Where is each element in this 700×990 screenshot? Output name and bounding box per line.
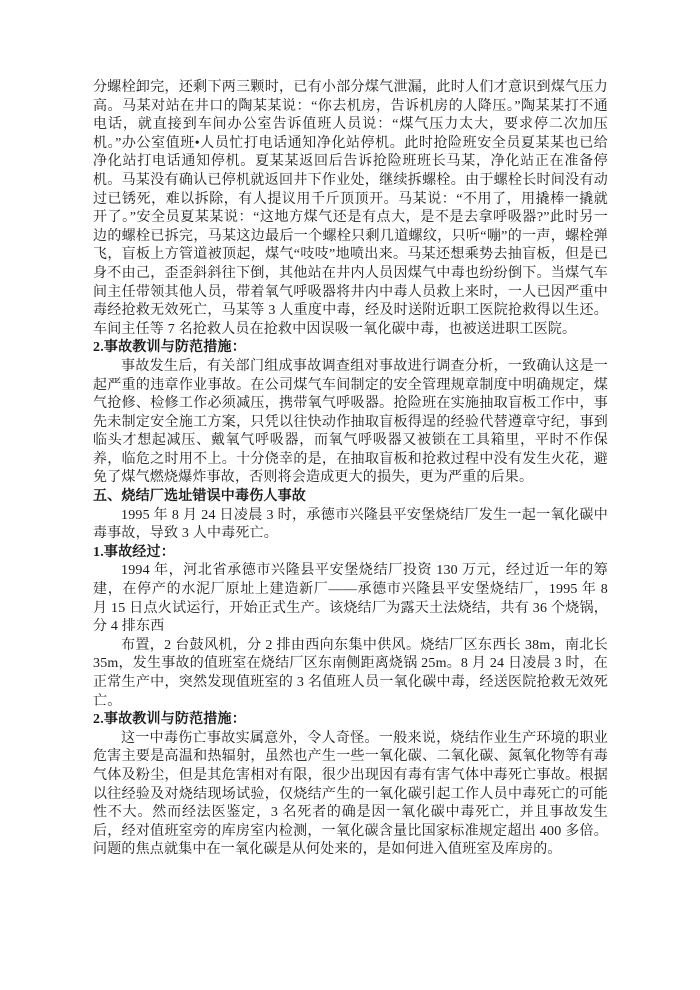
- heading-lessons-and-prevention-1: 2.事故教训与防范措施：: [93, 340, 246, 356]
- paragraph-investigation-findings: 事故发生后，有关部门组成事故调查组对事故进行调查分析，一致确认这是一起严重的违章作业事故。在公司煤气车间制定的安全管理规章制度中明确规定，煤气抢修、检修工作必须减压，携带氧气呼吸器。抢险班在实施抽取盲板工作中，事先未制定安全施工方案，只凭以往快动作抽取盲板得逞的经验代替遵章守纪，事到临头才想起减压、戴氧气呼吸器，而氧气呼吸器又被锁在工具箱里，平时不作保养，临危之时用不上。十分侥幸的是，在抽取盲板和抢救过程中没有发生火花，避免了煤气燃烧爆炸事故，否则将会造成更大的损失，更为严重的后果。: [93, 358, 608, 486]
- paragraph-accident-narrative-continuation: 分螺栓卸完，还剩下两三颗时，已有小部分煤气泄漏，此时人们才意识到煤气压力高。马某对站在井口的陶某某说：“你去机房，告诉机房的人降压。”陶某某打不通电话，就直接到车间办公室告诉值班人员说：“煤气压力太大，要求停二次加压机。”办公室值班•人员忙打电话通知净化站停机。此时抢险班安全员夏某某也已给净化站打电话通知停机。夏某某返回后告诉抢险班班长马某，净化站正在准备停机。马某没有确认已停机就返回井下作业处，继续拆螺栓。由于螺栓长时间没有动过已锈死，难以拆除，有人提议用千斤顶顶开。马某说：“不用了，用撬棒一撬就开了。”安全员夏某某说：“这地方煤气还是有点大，是不是去拿呼吸器?”此时另一边的螺栓已拆完，马某这边最后一个螺栓只剩几道螺纹，只听“嘣”的一声，螺栓弹飞，盲板上方管道被顶起，煤气“吱吱”地喷出来。马某还想乘势去抽盲板，但是已身不由己，歪歪斜斜往下倒，其他站在井内人员因煤气中毒也纷纷倒下。当煤气车间主任带领其他人员，带着氧气呼吸器将井内中毒人员救上来时，一人已因严重中毒经抢救无效死亡，马某等 3 人重度中毒，经及时送附近职工医院抢救得以生还。车间主任等 7 名抢救人员在抢救中因误吸一氧化碳中毒，也被送进职工医院。: [93, 80, 608, 337]
- heading-lessons-and-prevention-2: 2.事故教训与防范措施：: [93, 712, 246, 728]
- document-text-body: [93, 79, 608, 860]
- heading-section-five-sintering-plant-accident: 五、烧结厂选址错误中毒伤人事故: [93, 489, 306, 505]
- paragraph-plant-layout-and-incident: 布置，2 台鼓风机，分 2 排由西向东集中供风。烧结厂区东西长 38m，南北长 35m，发生事故的值班室在烧结厂区东南侧距离烧锅 25m。8 月 24 日凌晨 3 时，在正常生产中，突然发现值班室的 3 名值班人员一氧化碳中毒，经送医院抢救无效死亡。: [93, 637, 608, 709]
- heading-accident-course: 1.事故经过：: [93, 544, 175, 560]
- paragraph-analysis-of-poisoning-cause: 这一中毒伤亡事故实属意外，令人奇怪。一般来说，烧结作业生产环境的职业危害主要是高温和热辐射，虽然也产生一些一氧化碳、二氧化碳、氮氧化物等有毒气体及粉尘，但是其危害相对有限，很少出现因有毒有害气体中毒死亡事故。根据以往经验及对烧结现场试验，仅烧结产生的一氧化碳引起工作人员中毒死亡的可能性不大。然而经法医鉴定，3 名死者的确是因一氧化碳中毒死亡，并且事故发生后，经对值班室旁的库房室内检测，一氧化碳含量比国家标准规定超出 400 多倍。问题的焦点就集中在一氧化碳是从何处来的，是如何进入值班室及库房的。: [93, 730, 608, 858]
- paragraph-plant-background: 1994 年，河北省承德市兴隆县平安堡烧结厂投资 130 万元，经过近一年的筹建，在停产的水泥厂原址上建造新厂——承德市兴隆县平安堡烧结厂，1995 年 8 月 15 日点火试运行，开始正式生产。该烧结厂为露天土法烧结，共有 36 个烧锅，分 4 排东西: [93, 563, 608, 635]
- paragraph-accident-summary: 1995 年 8 月 24 日凌晨 3 时，承德市兴隆县平安堡烧结厂发生一起一氧化碳中毒事故，导致 3 人中毒死亡。: [93, 507, 608, 542]
